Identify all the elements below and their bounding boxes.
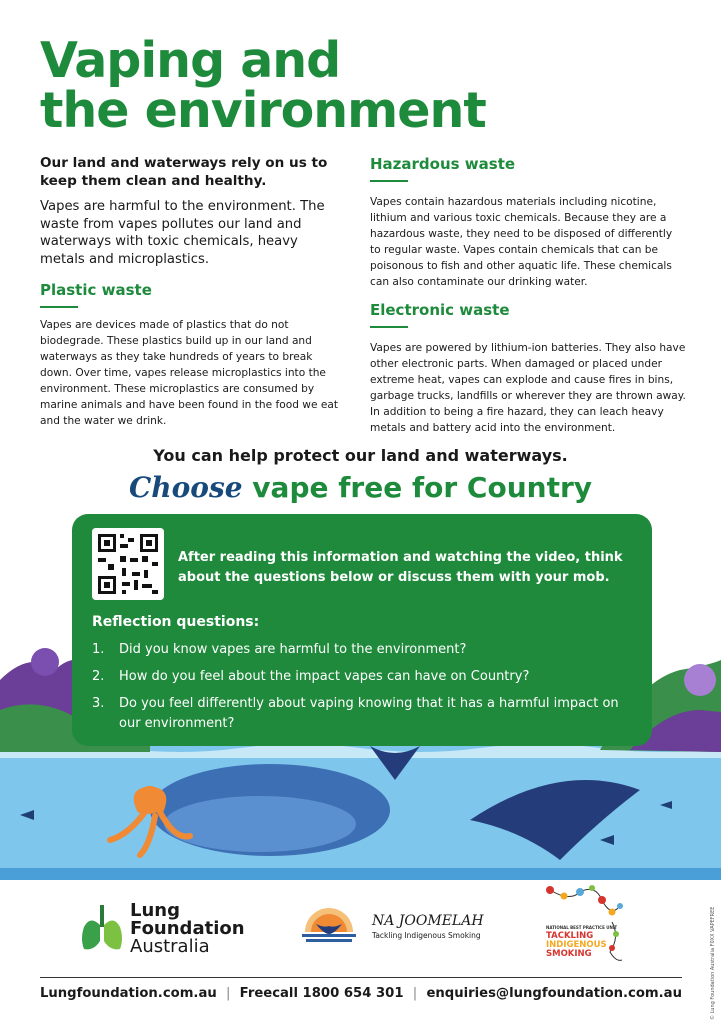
whale-belly [164,796,356,852]
tis-line-2: INDIGENOUS [546,940,607,950]
tis-small-text: NATIONAL BEST PRACTICE UNIT [546,925,618,930]
footer-divider [40,977,682,978]
website-link[interactable]: Lungfoundation.com.au [40,986,217,1001]
question-text: Do you feel differently about vaping knowing that it has a harmful impact on our environment? [119,696,619,731]
sunset-whale-tail-icon [294,904,364,948]
electronic-waste-heading: Electronic waste [370,301,510,319]
lungs-icon [80,905,124,953]
question-number: 3. [92,696,105,711]
intro-text: Vapes are harmful to the environment. The waste from vapes pollutes our land and waterways with toxic chemicals, heavy metals and microplastics. [40,199,325,267]
left-tree [31,648,59,676]
side-copyright [700,884,716,1024]
lung-foundation-logo [80,902,245,956]
tagline-rest: vape free for Country [252,471,593,504]
question-text: Did you know vapes are harmful to the environment? [119,642,467,657]
na-joomelah-subtitle: Tackling Indigenous Smoking [372,930,481,940]
title-line-1: Vaping and [40,32,341,89]
plastic-waste-body: Vapes are devices made of plastics that do not biodegrade. These plastics build up in our land and waterways as they take hundreds of years to break down. Over time, vapes release microplastics into the environment. These microplastics are consumed by marine animals and have been found in the food we eat and the water we drink. [40,319,339,427]
tackling-indigenous-smoking-logo [540,882,630,968]
plastic-waste-heading: Plastic waste [40,281,152,299]
tis-line-1: TACKLING [546,931,594,941]
reflection-question-list [92,640,632,741]
title-line-2: the environment [40,82,486,139]
reflection-card [72,514,652,746]
na-joomelah-logo [294,904,484,948]
hazardous-waste-heading: Hazardous waste [370,155,516,173]
heading-rule [370,326,408,328]
reflection-heading: Reflection questions: [92,614,260,630]
octopus-head [136,786,164,814]
hazardous-waste-body: Vapes contain hazardous materials including nicotine, lithium and various toxic chemicals. Because they are a hazardous waste, they need to be disposed of differently to regular waste. Vapes contain chemicals that can be poisonous to fish and other aquatic life. These chemicals can also contaminate our drinking water. [370,196,673,288]
footer-separator: | [225,986,231,1001]
left-column [40,154,340,429]
reflection-question [92,667,632,687]
heading-rule [40,306,78,308]
tagline-choose: Choose [128,471,243,504]
reflection-question [92,694,632,734]
lfa-word-2: Foundation [130,918,245,939]
question-number: 1. [92,642,105,657]
email-link[interactable]: enquiries@lungfoundation.com.au [426,986,682,1001]
lfa-word-3: Australia [130,936,210,957]
right-tree [684,664,716,696]
card-intro-text: After reading this information and watching the video, think about the questions below or discuss them with your mob. [178,550,623,585]
reflection-question [92,640,632,660]
question-text: How do you feel about the impact vapes can have on Country? [119,669,530,684]
footer-separator: | [412,986,418,1001]
na-joomelah-title: NA JOOMELAH [372,912,484,929]
tis-line-3: SMOKING [546,949,592,959]
call-to-action: You can help protect our land and waterways. [153,446,568,465]
electronic-waste-body: Vapes are powered by lithium-ion batteries. They also have other electronic parts. When damaged or placed under extreme heat, vapes can explode and cause fires in bins, garbage trucks, landfills or wherever they are thrown away. In addition to being a fire hazard, they can leach heavy metals and battery acid into the environment. [370,342,686,434]
question-number: 2. [92,669,105,684]
page-title [40,32,486,139]
lead-text: Our land and waterways rely on us to keep them clean and healthy. [40,155,328,189]
lfa-word-1: Lung [130,900,180,921]
seabed [0,868,721,880]
footer-contacts [40,986,682,1001]
qr-code-icon[interactable] [92,528,164,600]
heading-rule [370,180,408,182]
side-copyright-text: © Lung Foundation Australia F0XX VAPEFREE [710,906,716,1020]
right-column [370,154,686,436]
tagline [0,468,721,508]
phone-number[interactable]: Freecall 1800 654 301 [239,986,404,1001]
